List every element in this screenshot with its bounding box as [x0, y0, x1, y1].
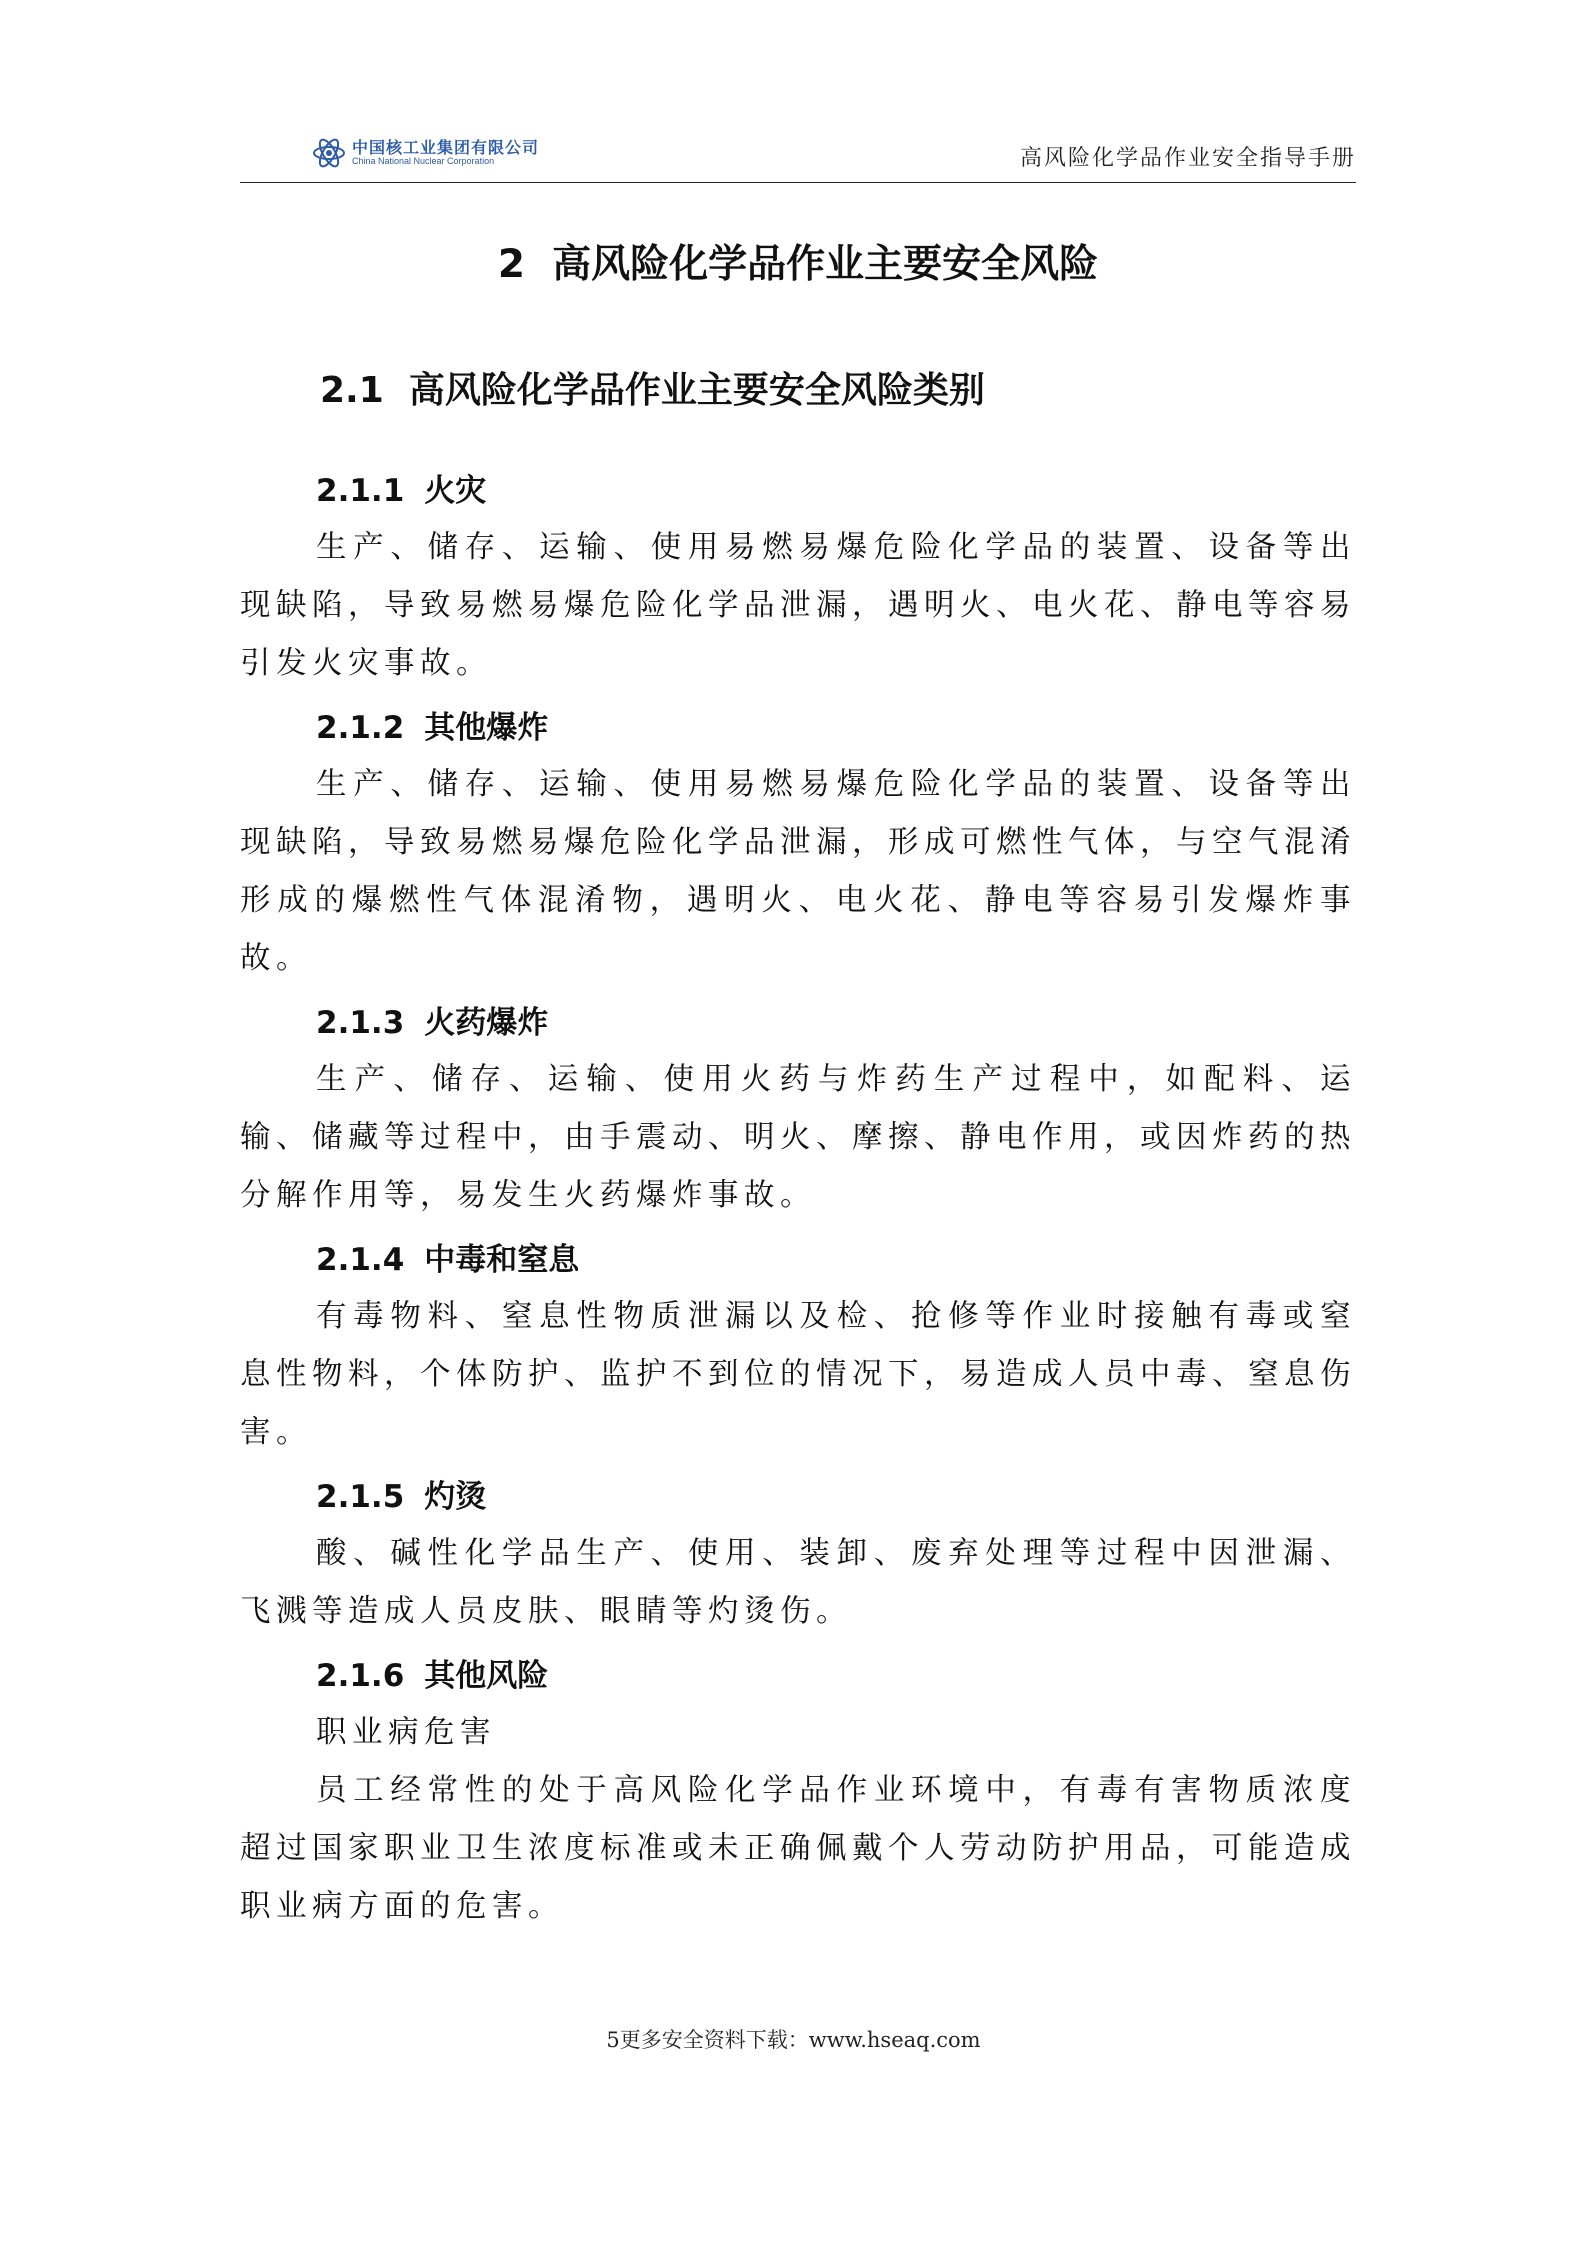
body-paragraph: 职业病危害 [316, 1715, 496, 1750]
page-header [240, 130, 1356, 183]
page-footer: 5更多安全资料下载：www.hseaq.com [606, 2028, 981, 2052]
body-paragraph: 生产、储存、运输、使用易燃易爆危险化学品的装置、设备等出现缺陷，导致易燃易爆危险化学品泄漏，遇明火、电火花、静电等容易引发火灾事故。 [240, 530, 1356, 681]
section-title-text: 高风险化学品作业主要安全风险类别 [408, 370, 985, 411]
subsection-heading [240, 1469, 1356, 1525]
subsection-number: 2.1.6 [316, 1658, 405, 1694]
subsection-number: 2.1.3 [316, 1005, 405, 1041]
body-paragraph: 生产、储存、运输、使用易燃易爆危险化学品的装置、设备等出现缺陷，导致易燃易爆危险化学品泄漏，形成可燃性气体，与空气混淆形成的爆燃性气体混淆物，遇明火、电火花、静电等容易引发爆炸事故。 [240, 767, 1356, 976]
atom-logo-icon [312, 136, 346, 170]
logo-chinese-name: 中国核工业集团有限公司 [352, 138, 540, 158]
section-heading [320, 362, 985, 413]
subsection-title: 火药爆炸 [424, 1005, 549, 1041]
chapter-title [240, 233, 1356, 289]
subsection-number: 2.1.2 [316, 710, 405, 746]
subsection-title: 火灾 [424, 473, 487, 509]
document-title: 高风险化学品作业安全指导手册 [1019, 146, 1356, 171]
chapter-title-text: 高风险化学品作业主要安全风险 [552, 242, 1099, 287]
logo-english-name: China National Nuclear Corporation [352, 155, 495, 166]
subsection-title: 其他风险 [424, 1658, 549, 1694]
body-paragraph: 有毒物料、窒息性物质泄漏以及检、抢修等作业时接触有毒或窒息性物料，个体防护、监护不到位的情况下，易造成人员中毒、窒息伤害。 [240, 1299, 1356, 1450]
subsection-number: 2.1.4 [316, 1242, 405, 1278]
chapter-number: 2 [497, 242, 525, 287]
body-paragraph: 生产、储存、运输、使用火药与炸药生产过程中，如配料、运输、储藏等过程中，由手震动、明火、摩擦、静电作用，或因炸药的热分解作用等，易发生火药爆炸事故。 [240, 1062, 1356, 1213]
page-body [240, 463, 1356, 1943]
section-number: 2.1 [320, 370, 384, 411]
subsection-title: 其他爆炸 [424, 710, 549, 746]
subsection-heading [240, 1232, 1356, 1288]
subsection-heading [240, 463, 1356, 519]
subsection-number: 2.1.1 [316, 473, 405, 509]
company-logo [312, 136, 539, 170]
subsection-heading [240, 700, 1356, 756]
subsection-heading [240, 1648, 1356, 1704]
subsection-title: 中毒和窒息 [424, 1242, 580, 1278]
body-paragraph: 酸、碱性化学品生产、使用、装卸、废弃处理等过程中因泄漏、飞溅等造成人员皮肤、眼睛等灼烫伤。 [240, 1536, 1356, 1629]
subsection-heading [240, 995, 1356, 1051]
subsection-title: 灼烫 [424, 1479, 487, 1515]
logo-text [352, 139, 539, 166]
body-paragraph: 员工经常性的处于高风险化学品作业环境中，有毒有害物质浓度超过国家职业卫生浓度标准或未正确佩戴个人劳动防护用品，可能造成职业病方面的危害。 [240, 1773, 1356, 1924]
subsection-number: 2.1.5 [316, 1479, 405, 1515]
